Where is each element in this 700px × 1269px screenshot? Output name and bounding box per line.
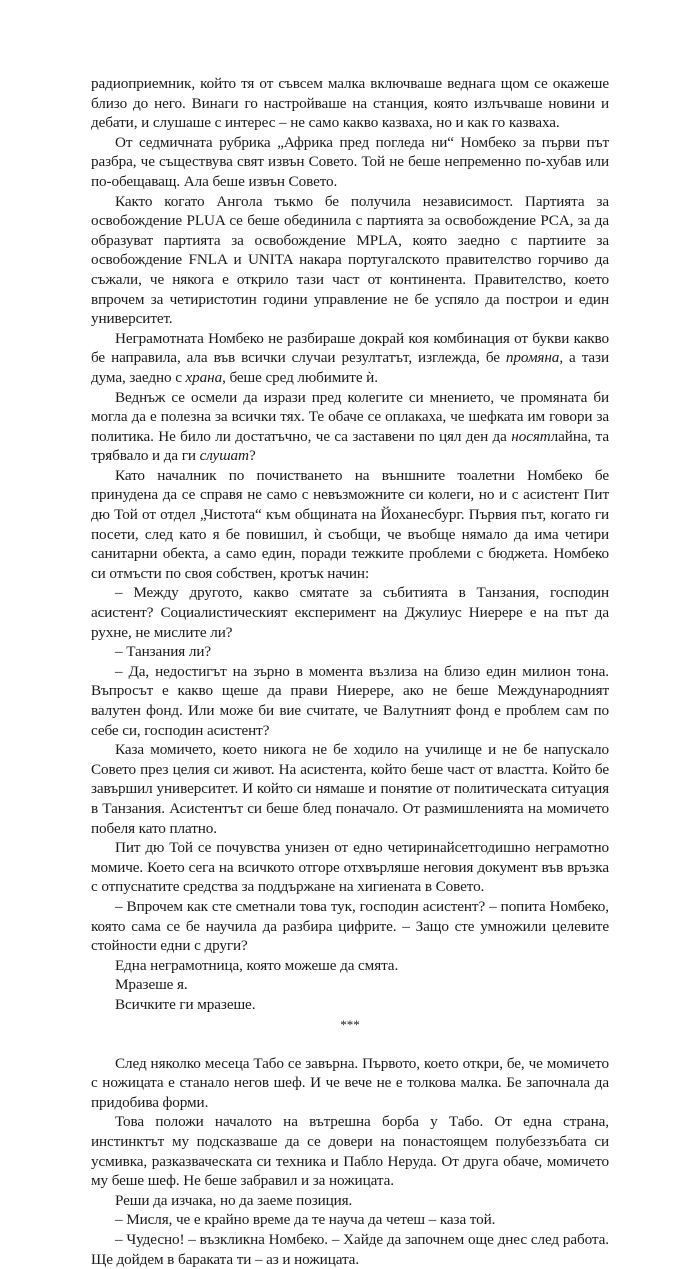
blank-line: [91, 1034, 609, 1054]
paragraph: Както когато Ангола тъкмо бе получила независимост. Партията за освобождение PLUA се беше обединила с партията за освобождение PCA, за да образуват партията за освобождение MPLA, която заедно с партиите за освобождение FNLA и UNITA накара португалското правителство горчиво да съжали, че някога е открило тази част от континента. Правителство, което впрочем за четиристотин години управление не бе успяло да построи и един университет.: [91, 192, 609, 328]
paragraph: Това положи началото на вътрешна борба у Табо. От една страна, инстинктът му подсказваше да се довери на понастоящем полубеззъбата си усмивка, разказваческата си техника и Пабло Неруда. От друга обаче, момичето му беше шеф. Не беше забравил и за ножицата.: [91, 1113, 609, 1190]
text-run: Неграмотната Номбеко не разбираше докрай коя комбинация от букви какво бе направила, ала във всички случаи резултатът, изглежда, бе: [91, 329, 609, 367]
text-run: , беше сред любимите ѝ.: [222, 368, 378, 386]
italic-word: промяна: [505, 349, 560, 367]
paragraph: Реши да изчака, но да заеме позиция.: [115, 1191, 353, 1209]
paragraph: Една неграмотница, която можеше да смята.: [115, 956, 399, 974]
text-run: , а тази дума, заедно с: [91, 349, 609, 386]
dialogue-line: – Да, недостигът на зърно в момента възлиза на близо един милион тона. Въпросът е какво щеше да прави Ниерере, ако не беше Международният валутен фонд. Или може би вие считате, че Валутният фонд е проблем сам по себе си, господин асистент?: [91, 662, 609, 739]
italic-word: носят: [511, 427, 551, 445]
paragraph: Каза момичето, което никога не бе ходило на училище и не бе напускало Совето през целия си живот. На асистента, който беше част от властта. Който бе завършил университет. И който си нямаше и понятие от политическата ситуация в Танзания. Асистентът си беше блед поначало. От размишленията на момичето побеля като платно.: [91, 741, 609, 837]
dialogue-line: – Мисля, че е крайно време да те науча да четеш – каза той.: [115, 1211, 496, 1229]
italic-word: храна: [185, 368, 223, 386]
dialogue-line: – Впрочем как сте сметнали това тук, господин асистент? – попита Номбеко, която сама се бе научила да разбира цифрите. – Защо сте умножили целевите стойности едни с други?: [91, 897, 609, 955]
paragraph: Мразеше я.: [115, 976, 188, 994]
text-run: ?: [248, 447, 256, 465]
paragraph: От седмичната рубрика „Африка пред погледа ни“ Номбеко за първи път разбра, че съществува свят извън Совето. Той не беше непременно по-хубав или по-обещаващ. Ала беше извън Совето.: [91, 133, 609, 190]
paragraph: Всичките ги мразеше.: [115, 995, 256, 1013]
paragraph: Пит дю Той се почувства унизен от едно четиринайсетгодишно неграмотно момиче. Което сега на всичкото отгоре отхвърляше неговия документ във връзка с отпуснатите средства за поддържане на хигиената в Совето.: [91, 839, 609, 896]
paragraph: След няколко месеца Табо се завърна. Първото, което откри, бе, че момичето с ножицата е станало негов шеф. И че вече не е толкова малка. Бе започнала да придобива форми.: [91, 1054, 609, 1111]
italic-word: слушат: [199, 447, 249, 465]
paragraph: радиоприемник, който тя от съвсем малка включваше веднага щом се окажеше близо до него. Винаги го настройваше на станция, която излъчваше новини и дебати, и слушаше с интерес – не само какво казваха, но и как го казваха.: [91, 75, 609, 132]
dialogue-line: – Между другото, какво смятате за събитията в Танзания, господин асистент? Социалистическият експеримент на Джулиус Ниерере е на път да рухне, не мислите ли?: [91, 584, 609, 641]
text-run: Веднъж се осмели да изрази пред колегите си мнението, че промяната би могла да е полезна за всички тях. Те обаче се оплакаха, че шефката им говори за политика. Не било ли достатъчно, че са заставени по цял ден да: [91, 388, 609, 445]
dialogue-line: – Танзания ли?: [115, 643, 211, 661]
paragraph: [91, 329, 609, 388]
section-separator: ***: [340, 1016, 360, 1032]
text-run: лайна, та трябвало и да ги: [91, 427, 609, 465]
paragraph: [91, 388, 609, 466]
dialogue-line: – Чудесно! – възкликна Номбеко. – Хайде да започнем още днес след работа. Ще дойдем в бараката ти – аз и ножицата.: [91, 1231, 609, 1268]
paragraph: Като началник по почистването на външните тоалетни Номбеко бе принудена да се справя не само с невъзможните си колеги, но и с асистент Пит дю Той от отдел „Чистота“ към общината на Йоханесбург. Първия път, когато ги посети, след като я бе повишил, ѝ съобщи, че въобще нямало да има четири санитарни обекта, а само един, поради тежките проблеми с бюджета. Номбеко си отмъсти по своя собствен, кротък начин:: [91, 466, 609, 582]
